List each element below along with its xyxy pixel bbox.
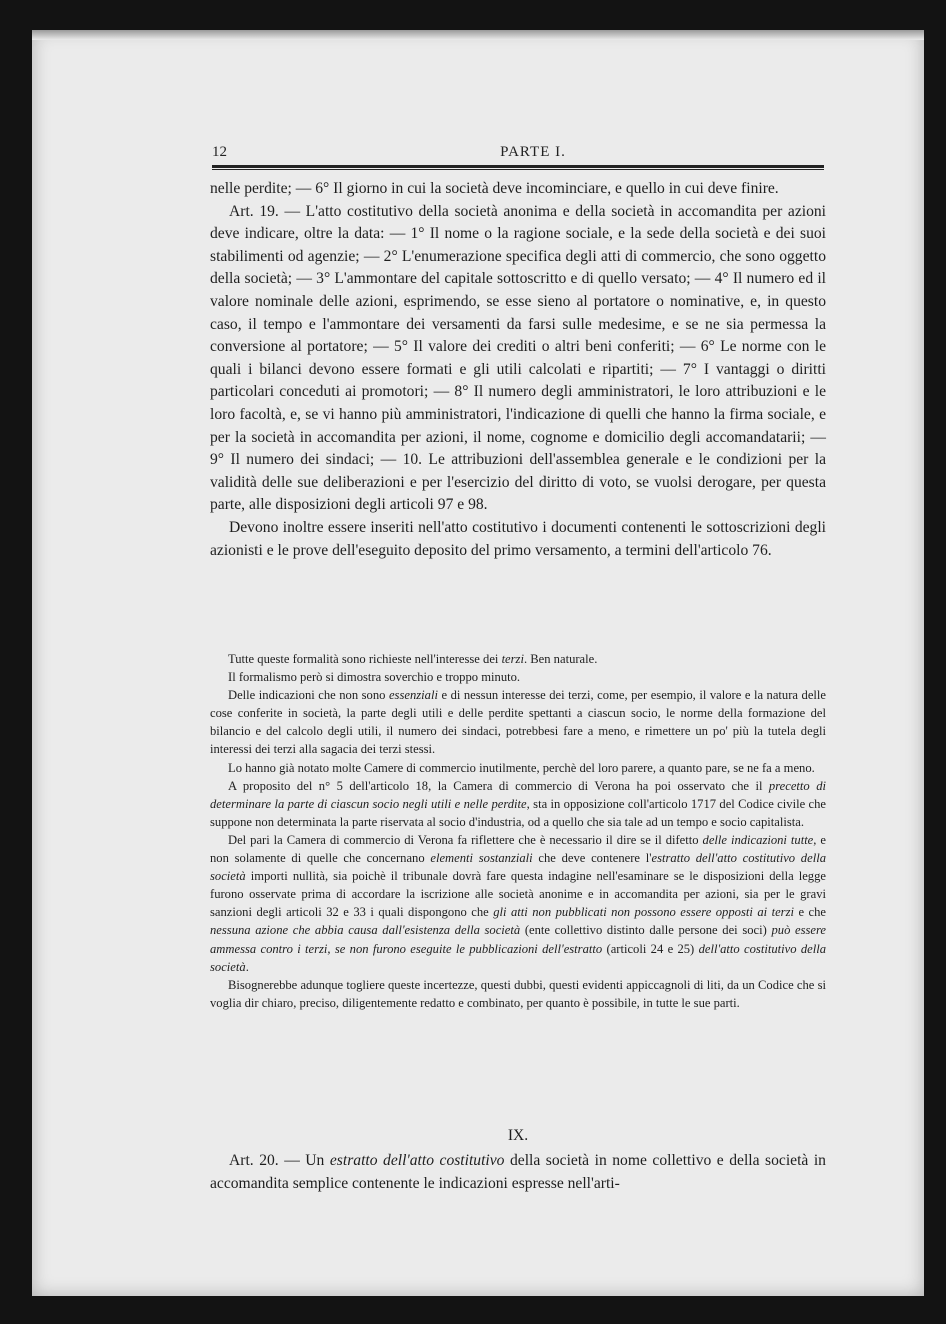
note-paragraph: Bisognerebbe adunque togliere queste incertezze, questi dubbi, questi evidenti appiccagnoli di liti, da un Codice che si voglia dir chiaro, preciso, diligentemente redatto e combinato, per quanto è possibile, in tutte le sue parti. (210, 977, 826, 1010)
section-heading: IX. (507, 1127, 529, 1144)
article-20 (210, 1150, 826, 1195)
note-paragraph: Delle indicazioni che non sono essenziali e di nessun interesse dei terzi, come, per esempio, il valore e la natura delle cose conferite in società, la parte degli utili e delle perdite spettanti a ciascun socio, le norme della formazione del bilancio e del calcolo degli utili, il numero dei sindaci, potrebbesi fare a meno, e rimettere un po' più la tutela degli interessi dei terzi alla sagacia dei terzi stessi. (210, 688, 826, 757)
note-paragraph: Il formalismo però si dimostra soverchio e troppo minuto. (228, 670, 521, 685)
article-20-paragraph: Art. 20. — Un estratto dell'atto costitutivo della società in nome collettivo e della società in accomandita semplice contenente le indicazioni espresse nell'arti- (210, 1152, 826, 1192)
note-paragraph: Lo hanno già notato molte Camere di commercio inutilmente, perchè del loro parere, a quanto pare, se ne fa a meno. (228, 760, 815, 775)
note-paragraph: Tutte queste formalità sono richieste nell'interesse dei terzi. Ben naturale. (228, 652, 598, 666)
running-header (212, 142, 854, 164)
part-title: PARTE I. (500, 144, 566, 160)
commentary-notes (210, 650, 826, 1012)
paragraph-continuation: nelle perdite; — 6° Il giorno in cui la società deve incominciare, e quello in cui deve finire. (210, 180, 779, 197)
header-rule (212, 165, 824, 170)
documents-paragraph: Devono inoltre essere inseriti nell'atto costitutivo i documenti contenenti le sottoscrizioni degli azionisti e le prove dell'eseguito deposito del primo versamento, a termini dell'articolo 76. (210, 518, 826, 559)
scanned-page (32, 30, 924, 1296)
note-paragraph: Del pari la Camera di commercio di Verona fa riflettere che è necessario il dire se il difetto delle indicazioni tutte, e non solamente di quelle che concernano elementi sostanziali che deve contenere l'estratto dell'atto costitutivo della società importi nullità, sia poichè il tribunale dovrà fare questa indagine nell'esaminare se le disposizioni della legge furono osservate prima di accordare la iscrizione alle società anonime e in accomandita per azioni, sia per le gravi sanzioni degli articoli 32 e 33 i quali dispongono che gli atti non pubblicati non possono essere opposti ai terzi e che nessuna azione che abbia causa dall'esistenza della società (ente collettivo distinto dalle persone dei soci) può essere ammessa contro i terzi, se non furono eseguite le pubblicazioni dell'estratto (articoli 24 e 25) dell'atto costitutivo della società. (210, 832, 827, 974)
page-edge-shadow (32, 30, 924, 40)
note-paragraph: A proposito del n° 5 dell'articolo 18, la Camera di commercio di Verona ha poi osservato che il precetto di determinare la parte di ciascun socio negli utili e nelle perdite, sta in opposizione coll'articolo 1717 del Codice civile che suppone non determinata la parte riservata al socio d'industria, od a quello che sia tale ad un tempo e socio capitalista. (210, 778, 826, 829)
article-19-paragraph: Art. 19. — L'atto costitutivo della società anonima e della società in accomandita per azioni deve indicare, oltre la data: — 1° Il nome o la ragione sociale, e la sede della società e dei suoi stabilimenti od agenzie; — 2° L'enumerazione specifica degli atti di commercio, che sono oggetto della società; — 3° L'ammontare del capitale sottoscritto e di quello versato; — 4° Il numero ed il valore nominale delle azioni, esprimendo, se esse sieno al portatore o nominative, e, in questo caso, il tempo e l'ammontare dei versamenti da farsi sulle medesime, e se ne sia permessa la conversione al portatore; — 5° Il valore dei crediti o altri beni conferiti; — 6° Le norme con le quali i bilanci devono essere formati e gli utili calcolati e ripartiti; — 7° I vantaggi o diritti particolari conceduti ai promotori; — 8° Il numero degli amministratori, le loro attribuzioni e le loro facoltà, e, se vi hanno più amministratori, l'indicazione di quelli che hanno la firma sociale, e per la società in accomandita per azioni, il nome, cognome e domicilio degli accomandatarii; — 9° Il numero dei sindaci; — 10. Le attribuzioni dell'assemblea generale e le condizioni per la validità delle sue deliberazioni e per l'esercizio del diritto di voto, se vuolsi derogare, per questa parte, alle disposizioni degli articoli 97 e 98. (210, 202, 826, 514)
main-text (210, 178, 826, 562)
page-number: 12 (212, 144, 227, 160)
